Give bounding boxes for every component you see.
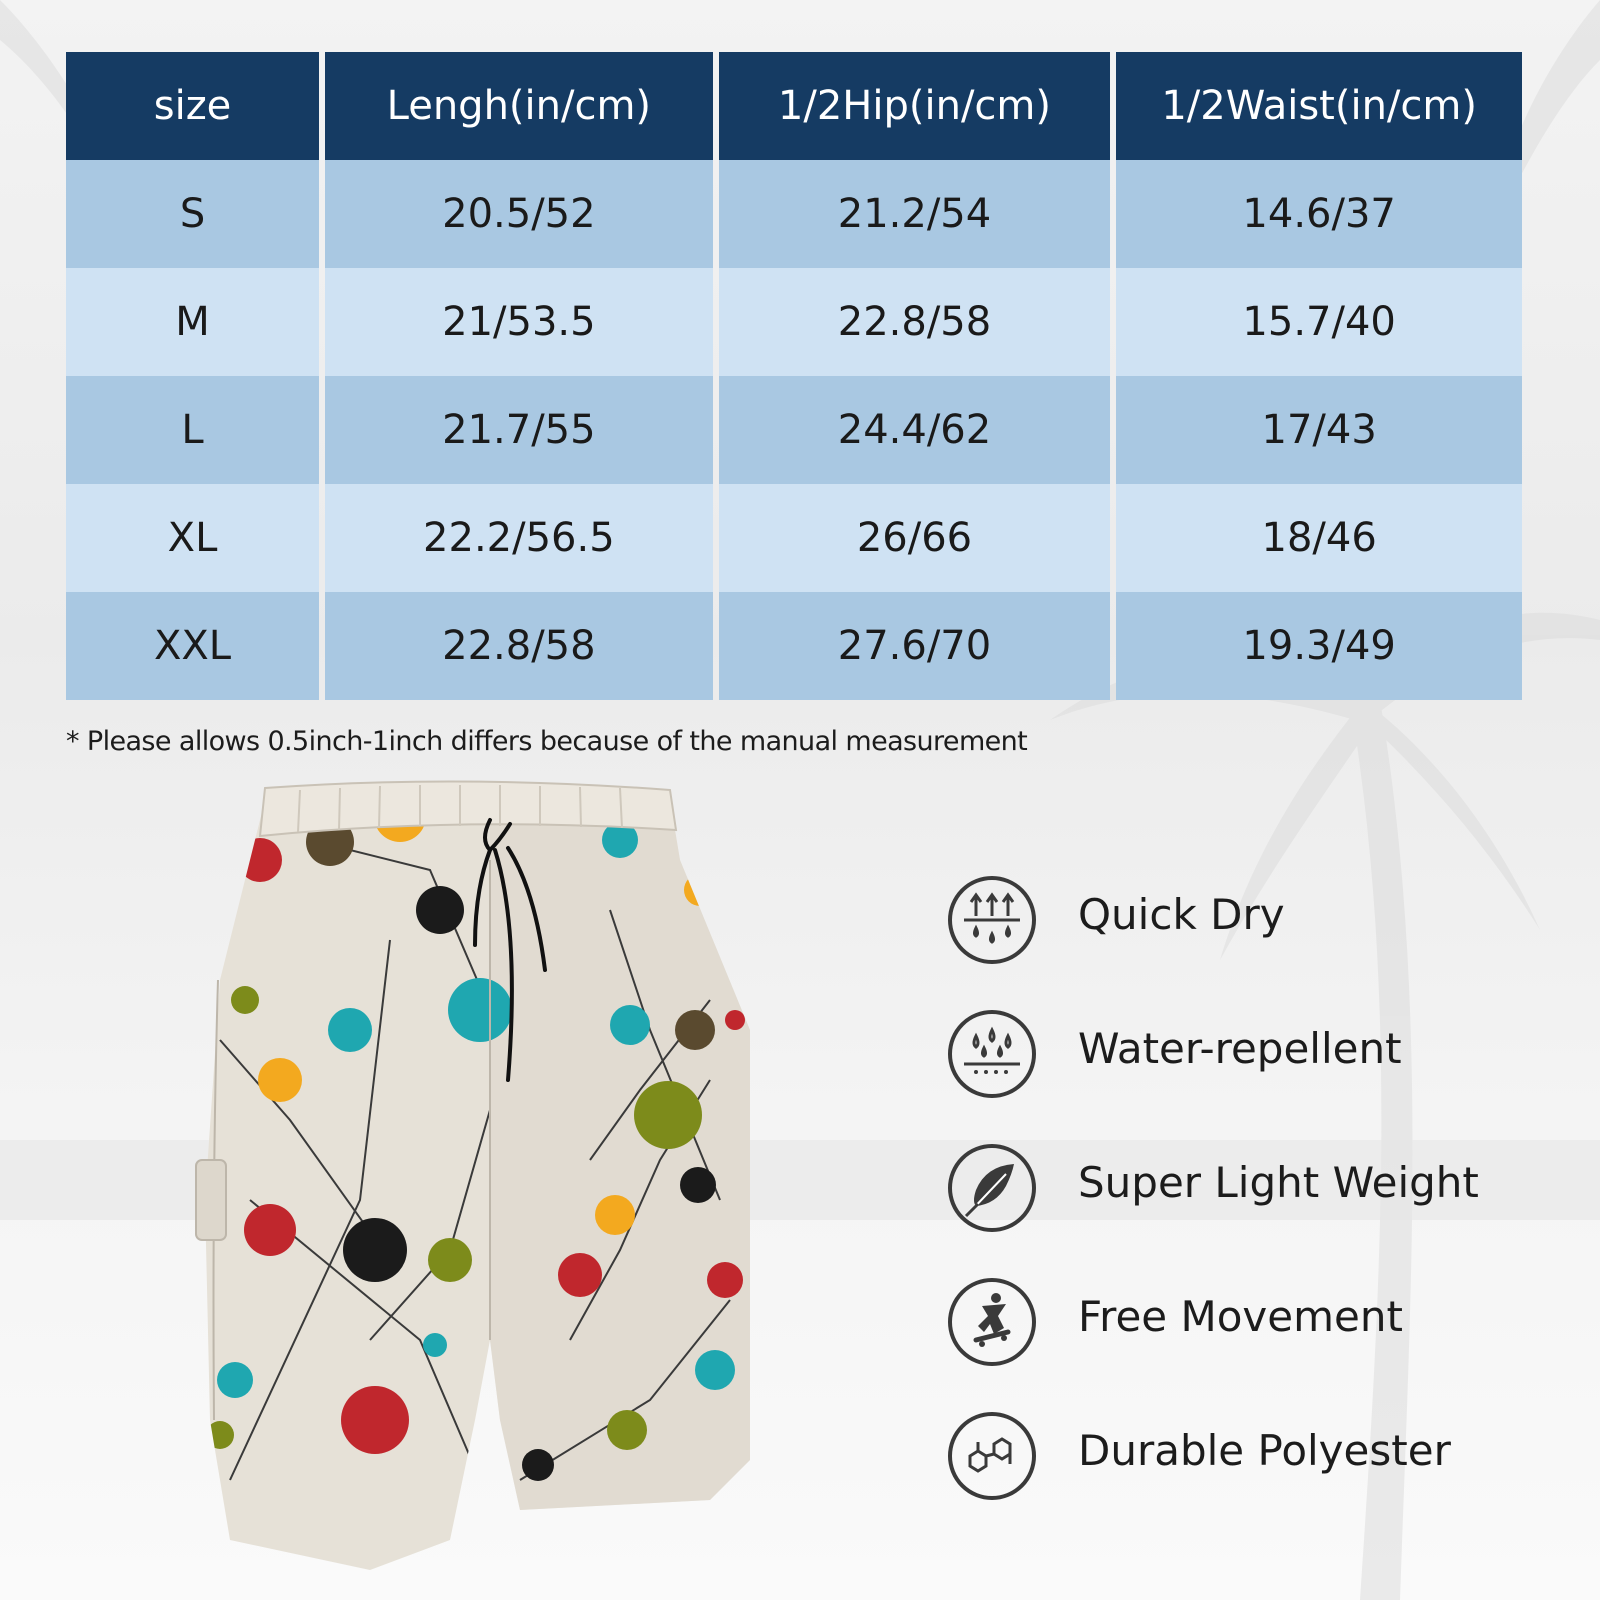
cell-length: 22.8/58: [325, 592, 713, 700]
cell-hip: 27.6/70: [719, 592, 1111, 700]
water-repellent-icon: [946, 1008, 1038, 1100]
skateboarder-icon: [946, 1276, 1038, 1368]
measurement-note: * Please allows 0.5inch-1inch differs because of the manual measurement: [66, 726, 1028, 757]
cell-length: 21/53.5: [325, 268, 713, 376]
feature-label: Quick Dry: [1078, 890, 1285, 939]
feature-label: Durable Polyester: [1078, 1426, 1451, 1475]
cell-hip: 24.4/62: [719, 376, 1111, 484]
cell-waist: 17/43: [1116, 376, 1522, 484]
quick-dry-icon: [946, 874, 1038, 966]
table-row: [66, 592, 1522, 700]
cell-waist: 18/46: [1116, 484, 1522, 592]
cell-hip: 21.2/54: [719, 160, 1111, 268]
cell-length: 20.5/52: [325, 160, 713, 268]
feature-label: Super Light Weight: [1078, 1158, 1479, 1207]
header-length: Lengh(in/cm): [325, 52, 713, 160]
table-row: [66, 160, 1522, 268]
cell-waist: 14.6/37: [1116, 160, 1522, 268]
table-row: [66, 484, 1522, 592]
feature-label: Water-repellent: [1078, 1024, 1402, 1073]
cell-waist: 15.7/40: [1116, 268, 1522, 376]
table-row: [66, 376, 1522, 484]
cell-size: M: [66, 268, 319, 376]
table-row: [66, 268, 1522, 376]
header-hip: 1/2Hip(in/cm): [719, 52, 1111, 160]
cell-size: S: [66, 160, 319, 268]
size-chart-table: [60, 52, 1528, 700]
cell-length: 22.2/56.5: [325, 484, 713, 592]
feather-icon: [946, 1142, 1038, 1234]
feature-label: Free Movement: [1078, 1292, 1403, 1341]
cell-hip: 22.8/58: [719, 268, 1111, 376]
header-size: size: [66, 52, 319, 160]
cell-length: 21.7/55: [325, 376, 713, 484]
cell-hip: 26/66: [719, 484, 1111, 592]
cell-size: XL: [66, 484, 319, 592]
table-header-row: [66, 52, 1522, 160]
molecule-icon: [946, 1410, 1038, 1502]
board-shorts-image: [190, 780, 770, 1580]
cell-size: L: [66, 376, 319, 484]
cell-waist: 19.3/49: [1116, 592, 1522, 700]
cell-size: XXL: [66, 592, 319, 700]
header-waist: 1/2Waist(in/cm): [1116, 52, 1522, 160]
